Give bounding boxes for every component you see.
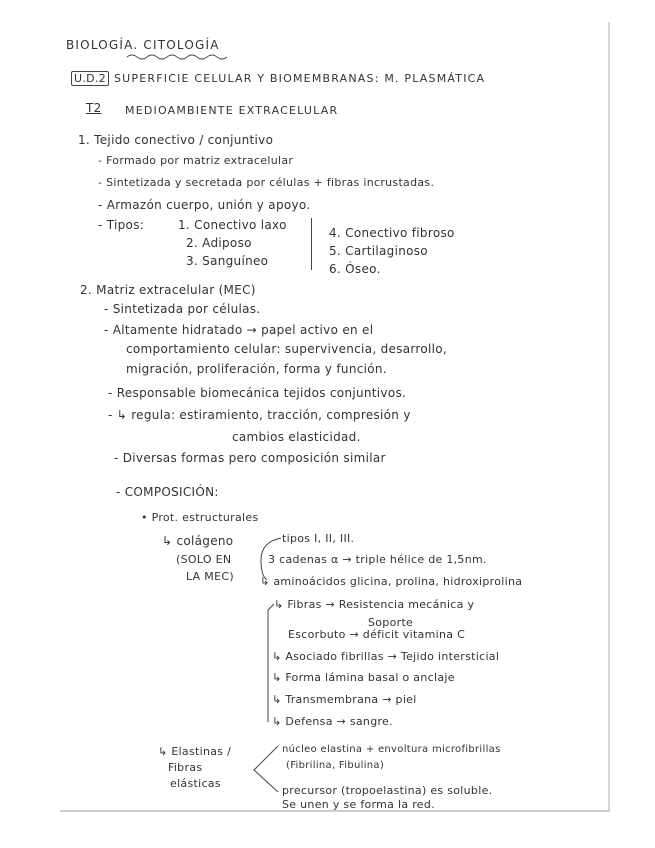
- elastin-item: (Fibrilina, Fibulina): [286, 760, 385, 771]
- mec-line: migración, proliferación, forma y función.: [126, 362, 387, 376]
- collagen-item: Soporte: [368, 616, 414, 629]
- collagen-item: ↳ Transmembrana → piel: [272, 693, 417, 706]
- collagen-label: (SOLO EN: [176, 553, 232, 566]
- elastin-label: elásticas: [170, 777, 221, 790]
- types-divider: [311, 218, 312, 270]
- collagen-item: ↳ Forma lámina basal o anclaje: [272, 671, 455, 684]
- tissue-type: 5. Cartilaginoso: [329, 244, 428, 258]
- collagen-item: tipos I, II, III.: [282, 532, 355, 545]
- section2-heading: 2. Matriz extracelular (MEC): [80, 283, 256, 297]
- elastin-item: núcleo elastina + envoltura microfibrillas: [282, 744, 501, 755]
- mec-line: - Responsable biomecánica tejidos conjuntivos.: [108, 386, 407, 400]
- collagen-item: ↳ aminoácidos glicina, prolina, hidroxiprolina: [260, 575, 523, 588]
- mec-line: - ↳ regula: estiramiento, tracción, compresión y: [108, 408, 411, 422]
- elastin-brace: [248, 744, 282, 794]
- tissue-type: 3. Sanguíneo: [186, 254, 269, 268]
- collagen-label: ↳ colágeno: [162, 534, 234, 548]
- page-title: BIOLOGÍA. CITOLOGÍA: [66, 38, 220, 52]
- section1-bullet: - Tipos:: [98, 218, 145, 232]
- unit-title: SUPERFICIE CELULAR Y BIOMEMBRANAS: M. PLASMÁTICA: [114, 72, 486, 85]
- tissue-type: 4. Conectivo fibroso: [329, 226, 455, 240]
- section1-bullet: - Sintetizada y secretada por células + fibras incrustadas.: [98, 176, 435, 189]
- elastin-item: Se unen y se forma la red.: [282, 798, 435, 811]
- collagen-item: ↳ Defensa → sangre.: [272, 715, 393, 728]
- topic-title: MEDIOAMBIENTE EXTRACELULAR: [125, 104, 339, 117]
- mec-line: - Sintetizada por células.: [104, 302, 261, 316]
- proteins-heading: • Prot. estructurales: [141, 511, 259, 524]
- tissue-type: 1. Conectivo laxo: [178, 218, 287, 232]
- title-underline: [125, 52, 235, 62]
- elastin-label: ↳ Elastinas /: [158, 745, 232, 758]
- collagen-item: ↳ Asociado fibrillas → Tejido intersticial: [272, 650, 500, 663]
- section1-bullet: - Formado por matriz extracelular: [98, 154, 294, 167]
- tissue-type: 2. Adiposo: [186, 236, 252, 250]
- elastin-item: precursor (tropoelastina) es soluble.: [282, 784, 493, 797]
- unit-badge: U.D.2: [71, 71, 109, 86]
- collagen-item: ↳ Fibras → Resistencia mecánica y: [274, 598, 475, 611]
- collagen-item: 3 cadenas α → triple hélice de 1,5nm.: [268, 553, 487, 566]
- elastin-label: Fibras: [168, 761, 203, 774]
- page-shadow-right: [608, 22, 610, 812]
- mec-line: cambios elasticidad.: [232, 430, 361, 444]
- fibers-branch-line: [262, 600, 282, 730]
- mec-line: - Diversas formas pero composición similar: [114, 451, 386, 465]
- collagen-label: LA MEC): [186, 570, 234, 583]
- topic-badge: T2: [86, 101, 102, 115]
- mec-line: - Altamente hidratado → papel activo en el: [104, 323, 374, 337]
- collagen-item: Escorbuto → déficit vitamina C: [288, 628, 466, 641]
- section1-heading: 1. Tejido conectivo / conjuntivo: [78, 133, 274, 147]
- composition-heading: - COMPOSICIÓN:: [116, 485, 219, 499]
- tissue-type: 6. Óseo.: [329, 262, 381, 276]
- mec-line: comportamiento celular: supervivencia, desarrollo,: [126, 342, 448, 356]
- section1-bullet: - Armazón cuerpo, unión y apoyo.: [98, 198, 311, 212]
